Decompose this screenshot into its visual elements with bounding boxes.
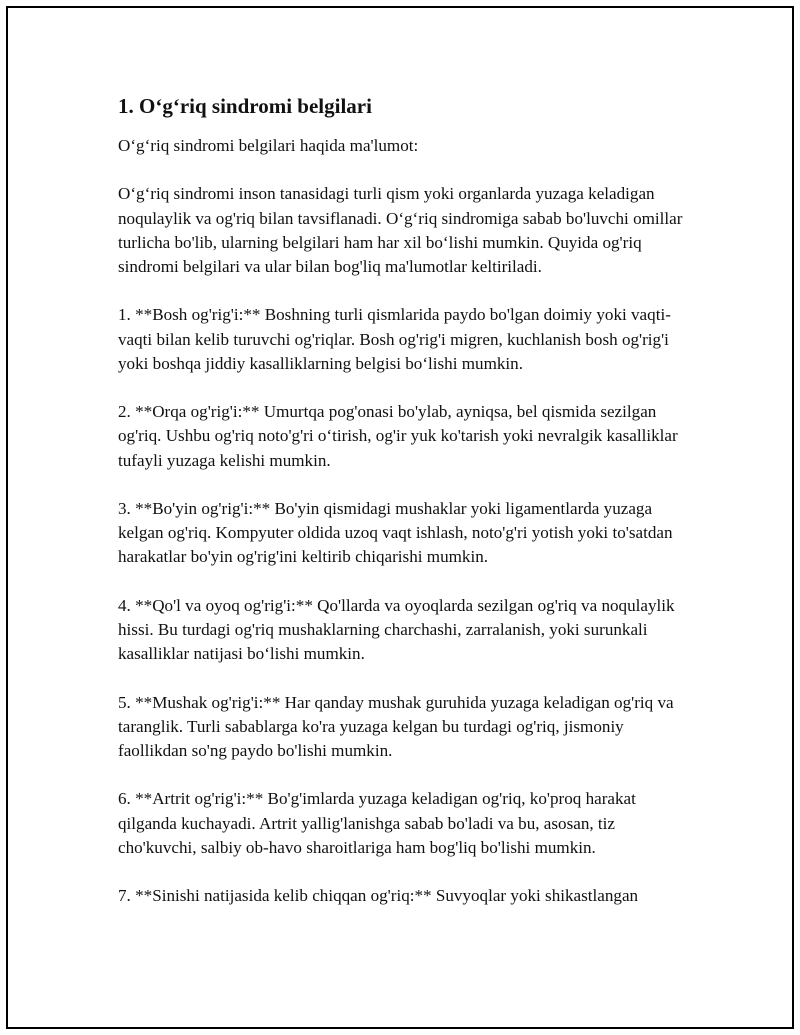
paragraph-arthritis-pain: 6. **Artrit og'rig'i:** Bo'g'imlarda yuzaga keladigan og'riq, ko'proq harakat qilganda kuchayadi. Artrit yallig'lanishga sabab bo'ladi va bu, asosan, tiz cho'kuvchi, salbiy ob-havo sharoitlariga ham bog'liq bo'lishi mumkin.	[118, 789, 636, 857]
paragraph-neck-pain: 3. **Bo'yin og'rig'i:** Bo'yin qismidagi mushaklar yoki ligamentlarda yuzaga kelgan og'riq. Kompyuter oldida uzoq vaqt ishlash, noto'g'ri yotish yoki to'satdan harakatlar bo'yin og'rig'ini keltirib chiqarishi mumkin.	[118, 498, 673, 567]
paragraph-back-pain: 2. **Orqa og'rig'i:** Umurtqa pog'onasi bo'ylab, ayniqsa, bel qismida sezilgan og'riq. Ushbu og'riq noto'g'ri o‘tirish, og'ir yuk ko'tarish yoki nevralgik kasalliklar tufayli yuzaga kelishi mumkin.	[118, 402, 678, 470]
paragraph-overview: O‘g‘riq sindromi inson tanasidagi turli qism yoki organlarda yuzaga keladigan noqulaylik va og'riq bilan tavsiflanadi. O‘g‘riq sindromiga sabab bo'luvchi omillar turlicha bo'lib, ularning belgilari ham har xil bo‘lishi mumkin. Quyida og'riq sindromi belgilari va ular bilan bog'liq ma'lumotlar keltiriladi.	[118, 184, 683, 276]
paragraph-limb-pain: 4. **Qo'l va oyoq og'rig'i:** Qo'llarda va oyoqlarda sezilgan og'riq va noqulaylik hissi. Bu turdagi og'riq mushaklarning charchashi, zarralanish, yoki surunkali kasalliklar natijasi bo‘lishi mumkin.	[118, 595, 675, 664]
paragraph-fracture-pain: 7. **Sinishi natijasida kelib chiqqan og'riq:** Suvyoqlar yoki shikastlangan	[118, 886, 639, 906]
intro-line: O‘g‘riq sindromi belgilari haqida ma'lumot:	[118, 136, 419, 155]
paragraph-muscle-pain: 5. **Mushak og'rig'i:** Har qanday mushak guruhida yuzaga keladigan og'riq va taranglik. Turli sabablarga ko'ra yuzaga kelgan bu turdagi og'riq, jismoniy faollikdan so'ng paydo bo'lishi mumkin.	[118, 692, 674, 760]
paragraph-headache: 1. **Bosh og'rig'i:** Boshning turli qismlarida paydo bo'lgan doimiy yoki vaqti-vaqti bilan kelib turuvchi og'riqlar. Bosh og'rig'i migren, kuchlanish bosh og'rig'i yoki boshqa jiddiy kasalliklarning belgisi bo‘lishi mumkin.	[118, 305, 671, 373]
document-body	[118, 92, 688, 933]
section-heading: 1. O‘g‘riq sindromi belgilari	[118, 94, 372, 118]
